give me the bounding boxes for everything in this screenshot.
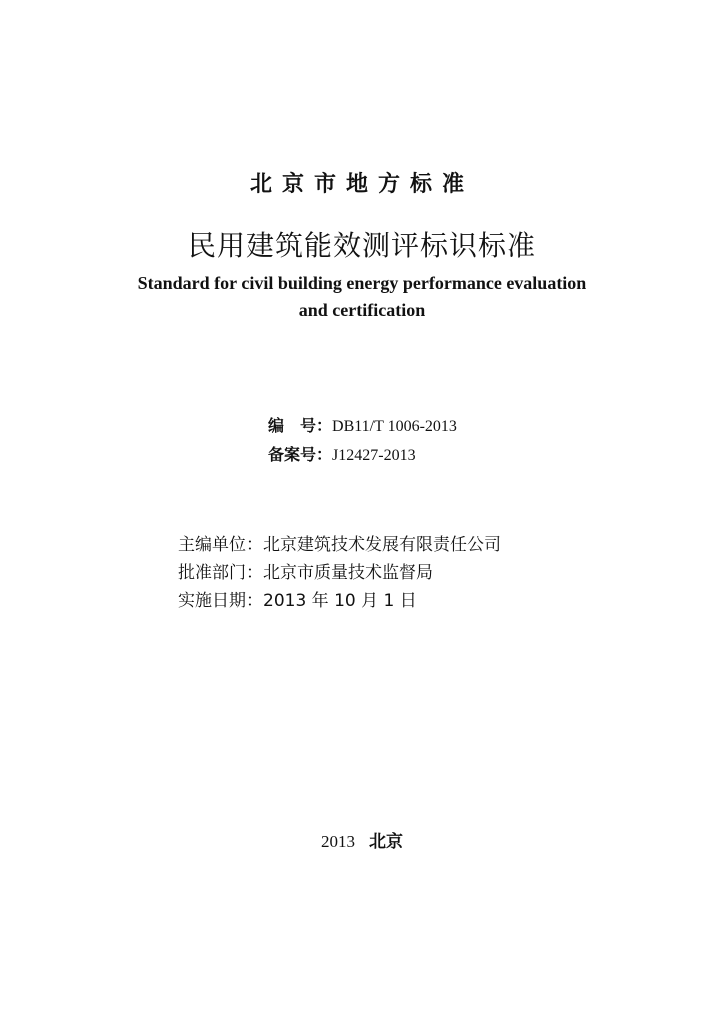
effective-date-label: 实施日期： <box>178 591 263 611</box>
title-chinese: 民用建筑能效测评标识标准 <box>187 229 536 262</box>
standard-number-row <box>268 412 457 441</box>
approver-row <box>178 559 501 587</box>
record-number-row <box>268 441 457 470</box>
effective-date-value: 2013 年 10 月 1 日 <box>263 591 417 611</box>
record-number-label: 备案号： <box>268 445 333 464</box>
approver-value: 北京市质量技术监督局 <box>263 563 433 583</box>
standard-number-label: 编 号： <box>268 416 333 435</box>
title-english-line-2: and certification <box>298 300 426 320</box>
approver-label: 批准部门： <box>178 563 263 583</box>
standard-number-value: DB11/T 1006-2013 <box>332 418 457 435</box>
editor-row <box>178 531 501 559</box>
record-number-value: J12427-2013 <box>332 447 416 464</box>
effective-date-row <box>178 587 501 615</box>
standard-codes <box>268 412 457 470</box>
title-english <box>0 270 724 324</box>
editor-label: 主编单位： <box>178 535 263 555</box>
footer-city: 北京 <box>369 832 403 852</box>
editor-value: 北京建筑技术发展有限责任公司 <box>263 535 501 555</box>
title-english-line-1: Standard for civil building energy performance evaluation <box>137 273 587 293</box>
publication-footer <box>0 828 724 856</box>
footer-year: 2013 <box>321 832 355 851</box>
publication-info <box>178 531 501 615</box>
standard-category: 北京市地方标准 <box>249 172 474 197</box>
